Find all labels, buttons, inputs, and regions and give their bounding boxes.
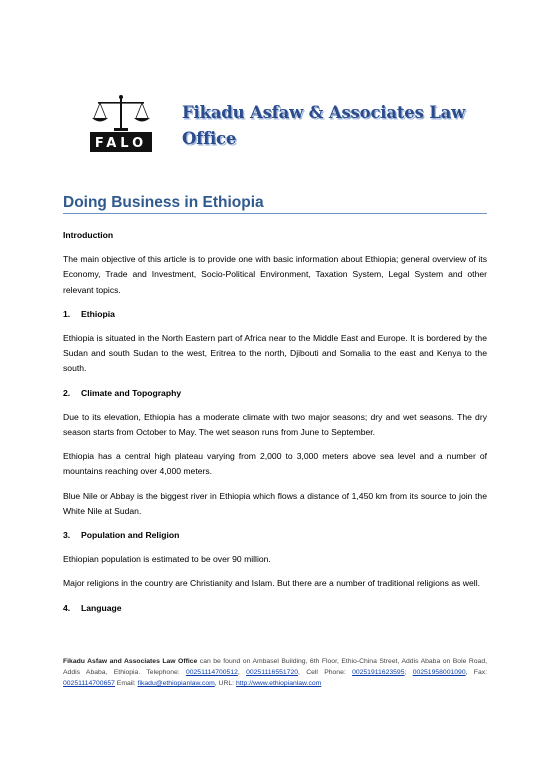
section-number: 2. <box>63 387 71 398</box>
intro-heading: Introduction <box>63 230 114 240</box>
section-heading-language <box>63 601 487 616</box>
paragraph: Ethiopia has a central high plateau varying from 2,000 to 3,000 meters above sea level and a number of mountains reaching over 4,000 meters. <box>63 451 487 477</box>
section-heading-climate <box>63 386 487 401</box>
section-heading-population <box>63 528 487 543</box>
paragraph: Ethiopia is situated in the North Eastern part of Africa near to the Middle East and Europe. It is bordered by the Sudan and south Sudan to the west, Eritrea to the north, Djibouti and Somalia to the east and Kenya to the south. <box>63 333 487 374</box>
fax-link[interactable]: 00251114700657 <box>63 680 115 687</box>
url-label: , URL: <box>214 680 236 687</box>
title-divider <box>63 213 487 214</box>
section-number: 1. <box>63 308 71 319</box>
section-number: 3. <box>63 530 71 541</box>
logo-text: FALO <box>94 136 148 151</box>
section-title: Language <box>81 602 122 613</box>
document-title: Doing Business in Ethiopia <box>63 194 264 211</box>
website-link[interactable]: http://www.ethiopianlaw.com <box>235 680 322 687</box>
telephone-link-2[interactable]: 00251116551720 <box>246 669 299 676</box>
footer-address: can be found on Ambasel Building, 6th Floor, Ethio-China Street, Addis Ababa on Bole Road, Addis Ababa, Ethiopia. Telephone: <box>63 658 487 676</box>
telephone-link-1[interactable]: 00251114700512 <box>185 669 238 676</box>
paragraph: Major religions in the country are Christianity and Islam. But there are a number of traditional religions as well. <box>63 578 480 589</box>
page-footer <box>63 656 487 689</box>
paragraph: Due to its elevation, Ethiopia has a moderate climate with two major seasons; dry and wet seasons. The dry season starts from October to May. The wet season runs from June to September. <box>63 411 487 438</box>
section-number: 4. <box>63 602 71 613</box>
section-title: Ethiopia <box>81 308 115 319</box>
cell-link-2[interactable]: 00251958001090 <box>412 669 466 676</box>
footer-firm: Fikadu Asfaw and Associates Law Office <box>63 658 198 665</box>
scales-of-justice-logo <box>90 94 152 152</box>
email-link[interactable]: fikadu@ethiopianlaw.com <box>137 680 215 687</box>
cell-link-1[interactable]: 00251911623595 <box>352 669 405 676</box>
intro-paragraph: The main objective of this article is to provide one with basic information about Ethiopia; general overview of its Economy, Trade and Investment, Socio-Political Environment, Taxation System, Legal System and other relevant topics. <box>63 254 487 295</box>
section-heading-ethiopia <box>63 307 487 322</box>
document-body <box>63 228 487 625</box>
section-title: Climate and Topography <box>81 387 182 398</box>
paragraph: Blue Nile or Abbay is the biggest river in Ethiopia which flows a distance of 1,450 km from its source to join the White Nile at Sudan. <box>63 490 487 516</box>
email-label: Email: <box>114 680 138 687</box>
footer-separator: ; <box>404 669 413 676</box>
fax-label: , Fax: <box>465 669 488 676</box>
paragraph: Ethiopian population is estimated to be over 90 million. <box>63 554 271 565</box>
footer-separator: , <box>237 669 247 676</box>
section-title: Population and Religion <box>81 530 180 541</box>
cell-label: , Cell Phone: <box>298 669 353 676</box>
firm-name: Fikadu Asfaw & Associates Law Office <box>182 103 466 148</box>
